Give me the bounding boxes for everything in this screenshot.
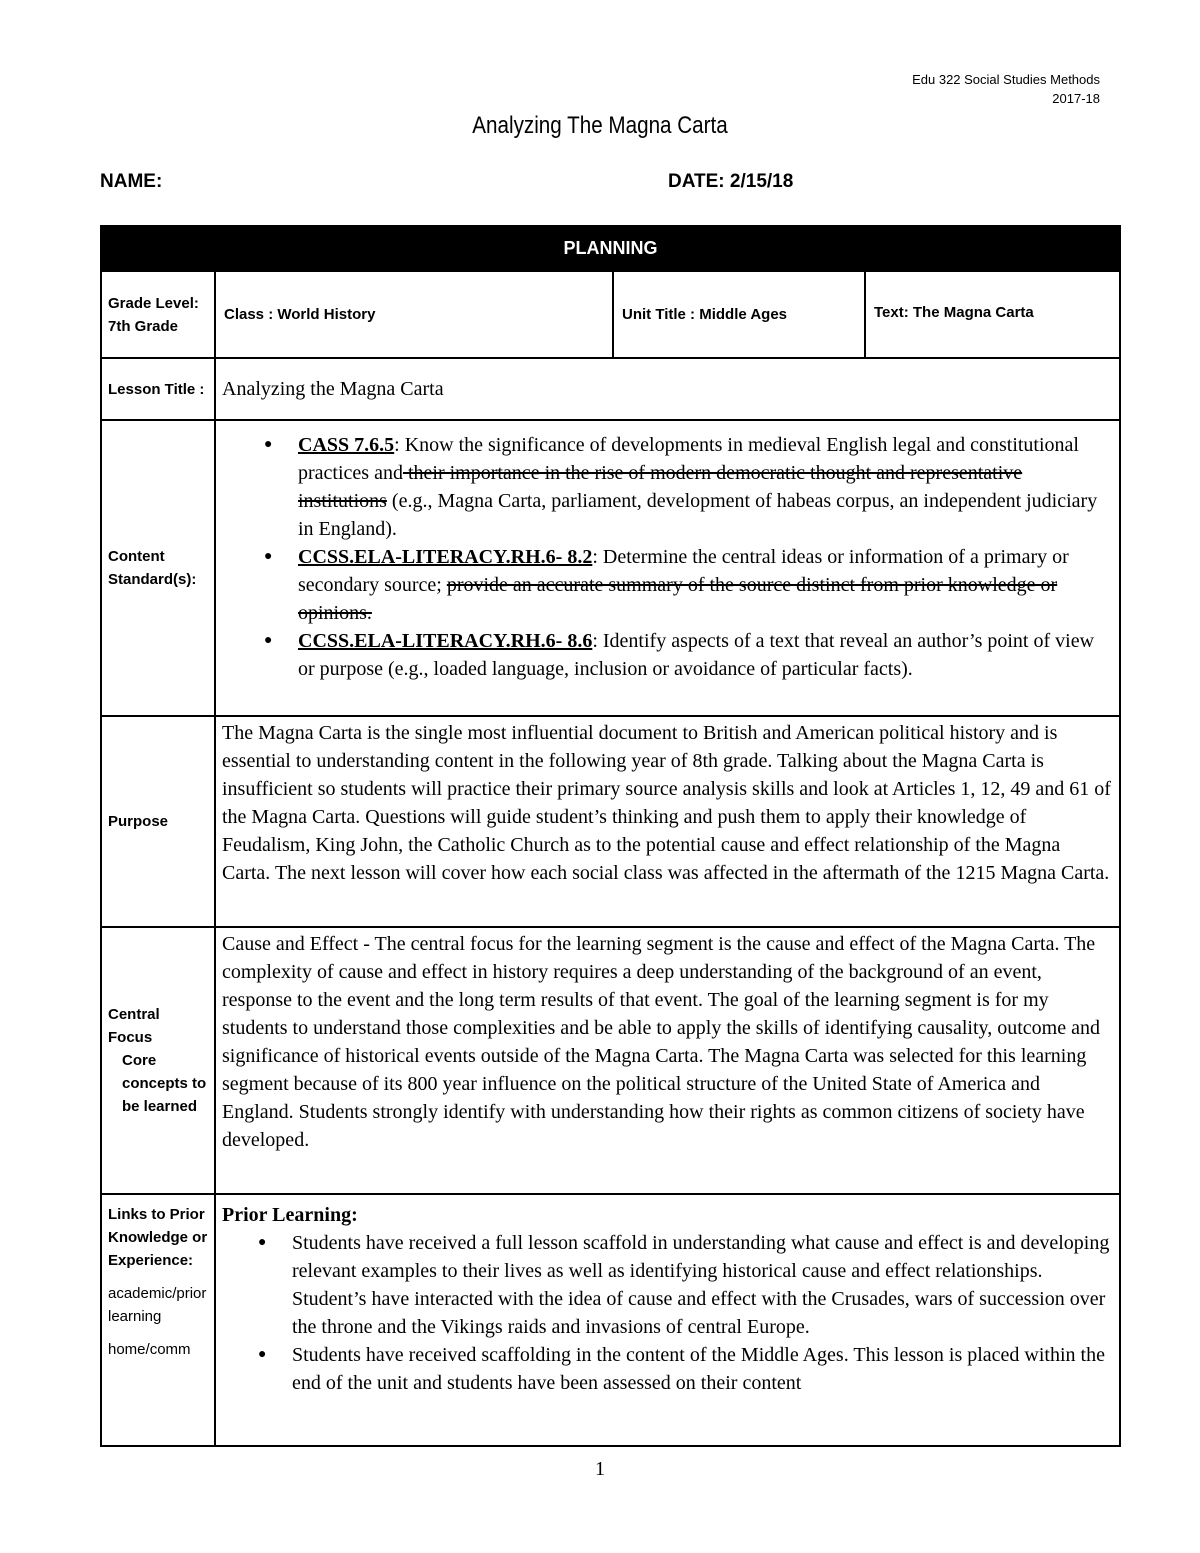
page-number: 1	[595, 1458, 605, 1480]
prior-learning-item: ● Students have received a full lesson scaffold in understanding what cause and effect is and developing relevant examples to their lives as well as identifying historical cause and effect relationships. Student’s have interacted with the idea of cause and effect with the Crusades, wars of succession over the throne and the Vikings raids and invasions of central Europe.	[292, 1229, 1113, 1341]
links-prior-cell	[215, 1194, 1120, 1446]
name-label: NAME:	[100, 171, 163, 192]
content-standards-label: Content Standard(s):	[101, 420, 215, 716]
purpose-label: Purpose	[101, 716, 215, 927]
links-prior-title: Links to Prior Knowledge or Experience:	[108, 1206, 208, 1269]
central-focus-title: Central Focus	[108, 1006, 160, 1046]
course-name: Edu 322 Social Studies Methods	[912, 72, 1100, 87]
date-label: DATE: 2/15/18	[668, 171, 794, 192]
class-cell: Class : World History	[215, 271, 613, 358]
standard-text-end: (e.g., Magna Carta, parliament, development of habeas corpus, an independent judiciary in England).	[298, 490, 1098, 540]
standard-text: : Know the significance of developments in medieval English legal and constitutional practices and	[298, 434, 1079, 484]
document-title: Analyzing The Magna Carta	[472, 112, 728, 139]
content-standards-cell	[215, 420, 1120, 716]
standard-struck-text: provide an accurate summary of the source distinct from prior knowledge or opinions.	[298, 574, 1058, 624]
grade-level-cell: Grade Level: 7th Grade	[101, 271, 215, 358]
central-focus-label	[101, 927, 215, 1194]
links-prior-home: home/comm	[108, 1341, 191, 1358]
central-focus-text: Cause and Effect - The central focus for the learning segment is the cause and effect of the Magna Carta. The complexity of cause and effect in history requires a deep understanding of the background of an event, response to the event and the long term results of that event. The goal of the learning segment is for my students to understand those complexities and be able to apply the skills of identifying causality, outcome and significance of historical events outside of the Magna Carta. The Magna Carta was selected for this learning segment because of its 800 year influence on the political structure of the United State of America and England. Students strongly identify with understanding how their rights as common citizens of society have developed.	[215, 927, 1120, 1194]
standard-struck-text: their importance in the rise of modern democratic thought and representative institutions	[298, 462, 1023, 512]
standard-code: CCSS.ELA-LITERACY.RH.6- 8.2	[298, 546, 593, 568]
prior-learning-heading: Prior Learning:	[222, 1204, 358, 1226]
standard-code: CCSS.ELA-LITERACY.RH.6- 8.6	[298, 630, 593, 652]
course-year: 2017-18	[1052, 91, 1100, 106]
lesson-title-label: Lesson Title :	[101, 358, 215, 420]
standards-list	[222, 431, 1113, 683]
prior-learning-list	[222, 1229, 1113, 1397]
purpose-text: The Magna Carta is the single most influential document to British and American political history and is essential to understanding content in the following year of 8th grade. Talking about the Magna Carta is insufficient so students will practice their primary source analysis skills and look at Articles 1, 12, 49 and 61 of the Magna Carta. Questions will guide student’s thinking and push them to apply their knowledge of Feudalism, King John, the Catholic Church as to the potential cause and effect relationship of the Magna Carta. The next lesson will cover how each social class was affected in the aftermath of the 1215 Magna Carta.	[215, 716, 1120, 927]
standard-text: : Determine the central ideas or information of a primary or secondary source;	[298, 546, 1069, 596]
planning-banner: PLANNING	[101, 226, 1120, 271]
planning-table	[100, 225, 1121, 1447]
links-prior-academic: academic/prior learning	[108, 1285, 207, 1325]
lesson-title-value: Analyzing the Magna Carta	[215, 358, 1120, 420]
unit-title-cell: Unit Title : Middle Ages	[613, 271, 865, 358]
standard-item	[298, 431, 1113, 543]
links-prior-label	[101, 1194, 215, 1446]
standard-text: : Identify aspects of a text that reveal an author’s point of view or purpose (e.g., loaded language, inclusion or avoidance of particular facts).	[298, 630, 1095, 680]
standard-item	[298, 627, 1113, 683]
prior-learning-item: ● Students have received scaffolding in the content of the Middle Ages. This lesson is placed within the end of the unit and students have been assessed on their content	[292, 1341, 1113, 1397]
standard-item	[298, 543, 1113, 627]
course-header	[912, 70, 1100, 108]
central-focus-subtitle: Core concepts to be learned	[122, 1052, 207, 1115]
standard-code: CASS 7.6.5	[298, 434, 395, 456]
text-cell: Text: The Magna Carta	[865, 271, 1120, 358]
